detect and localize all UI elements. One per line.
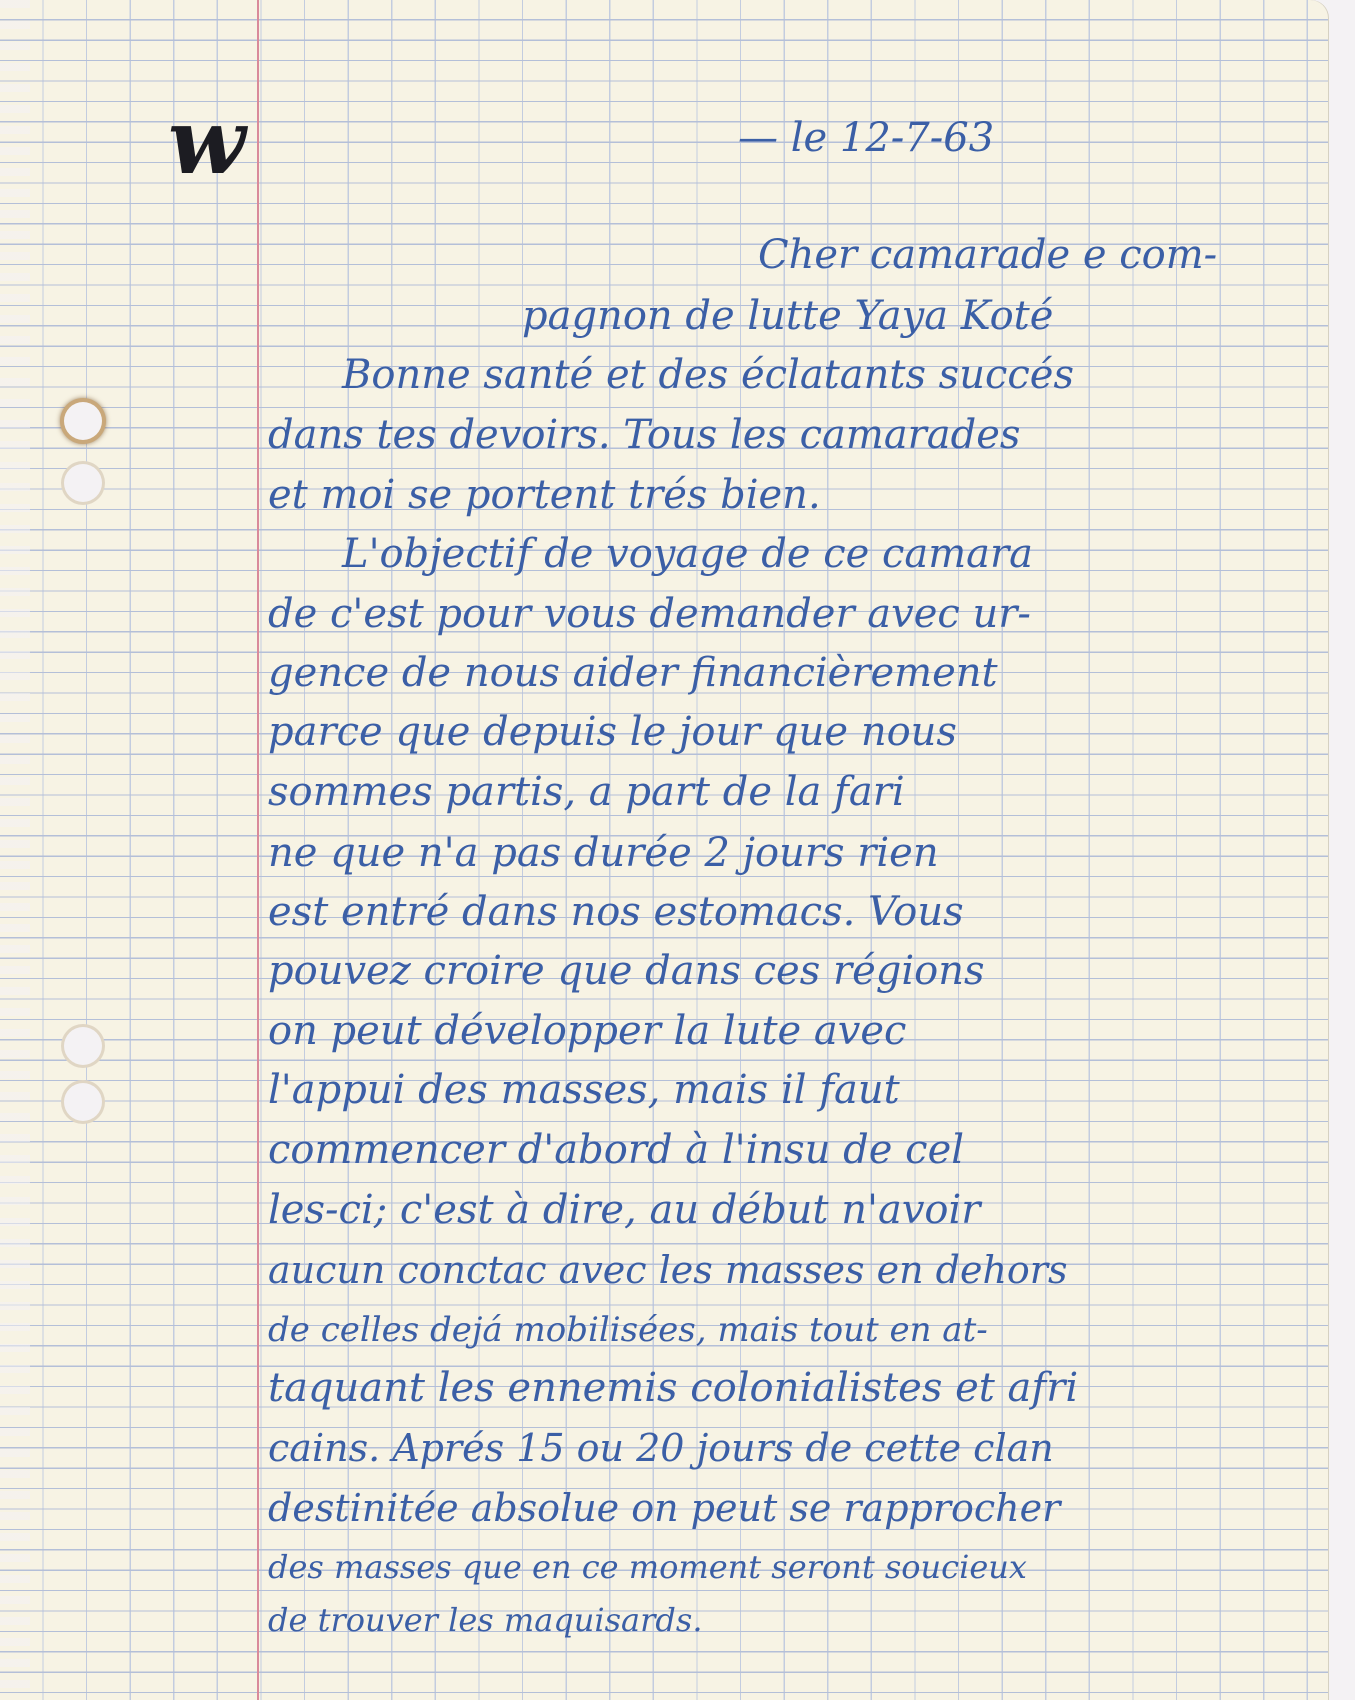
- letter-line: gence de nous aider financièrement: [268, 650, 998, 696]
- letter-line: taquant les ennemis colonialistes et afri: [268, 1365, 1079, 1411]
- punch-hole-burned: [64, 402, 102, 440]
- torn-left-edge: [0, 0, 30, 1700]
- salutation-line: Cher camarade e com-: [758, 232, 1218, 278]
- letter-line: de c'est pour vous demander avec ur-: [268, 591, 1031, 637]
- salutation-line: pagnon de lutte Yaya Koté: [522, 293, 1054, 339]
- letter-line: L'objectif de voyage de ce camara: [342, 531, 1033, 577]
- letter-line: dans tes devoirs. Tous les camarades: [268, 412, 1021, 458]
- letter-line: l'appui des masses, mais il faut: [268, 1067, 900, 1113]
- letter-line: ne que n'a pas durée 2 jours rien: [268, 830, 939, 876]
- handwritten-mark: w: [168, 89, 246, 195]
- letter-line: des masses que en ce moment seront soucieux: [268, 1548, 1027, 1586]
- margin-line: [257, 0, 259, 1700]
- letter-line: parce que depuis le jour que nous: [268, 709, 957, 755]
- letter-line: les-ci; c'est à dire, au début n'avoir: [268, 1187, 981, 1233]
- letter-line: sommes partis, a part de la fari: [268, 769, 905, 815]
- letter-line: destinitée absolue on peut se rapprocher: [268, 1486, 1061, 1530]
- letter-line: est entré dans nos estomacs. Vous: [268, 889, 964, 935]
- letter-line: on peut développer la lute avec: [268, 1008, 907, 1054]
- letter-date: — le 12-7-63: [738, 115, 995, 161]
- letter-line: de celles dejá mobilisées, mais tout en at-: [268, 1310, 988, 1350]
- letter-line: Bonne santé et des éclatants succés: [342, 352, 1074, 398]
- punch-hole: [64, 464, 102, 502]
- punch-hole: [64, 1083, 102, 1121]
- letter-line: de trouver les maquisards.: [268, 1601, 703, 1639]
- letter-line: aucun conctac avec les masses en dehors: [268, 1248, 1068, 1292]
- letter-line: pouvez croire que dans ces régions: [268, 948, 985, 994]
- letter-line: cains. Aprés 15 ou 20 jours de cette clan: [268, 1426, 1054, 1470]
- letter-line: et moi se portent trés bien.: [268, 472, 821, 518]
- punch-hole: [64, 1027, 102, 1065]
- letter-line: commencer d'abord à l'insu de cel: [268, 1127, 965, 1173]
